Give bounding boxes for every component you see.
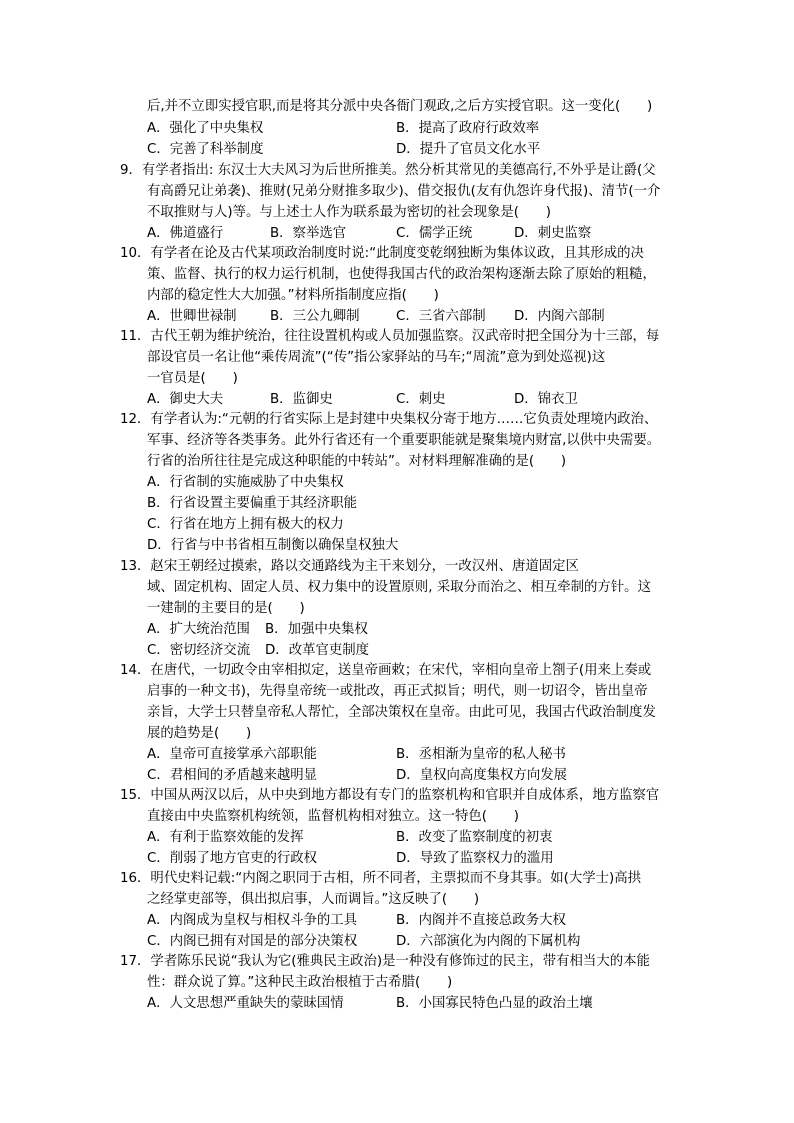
q13-stem-line-1: 13．赵宋王朝经过摸索，路以交通路线为主干来划分，一改汉州、唐道固定区 <box>120 559 579 574</box>
q11-stem-line-3: 一官员是( ) <box>147 371 238 386</box>
q17-stem-line-2: 性：群众说了算。”这种民主政治根植于古希腊( ) <box>147 975 453 990</box>
q9-option-a: A．佛道盛行 <box>147 226 224 241</box>
q8-option-d: D．提升了官员文化水平 <box>396 142 541 157</box>
q14-stem-line-1: 14．在唐代，一切政令由宰相拟定，送皇帝画敕；在宋代，宰相向皇帝上劄子(用来上奏或 <box>120 663 652 678</box>
q12-stem-line-3: 行省的治所往往是完成这种职能的中转站”。对材料理解准确的是( ) <box>147 454 567 469</box>
q12-option-c: C．行省在地方上拥有极大的权力 <box>147 517 344 532</box>
q10-stem-line-1: 10．有学者在论及古代某项政治制度时说:“此制度变乾纲独断为集体议政，且其形成的决 <box>120 246 644 261</box>
q10-option-c: C．三省六部制 <box>396 309 486 324</box>
q17-stem-line-1: 17．学者陈乐民说“我认为它(雅典民主政治)是一种没有修饰过的民主，带有相当大的本能 <box>120 954 650 969</box>
q14-stem-line-2: 启事的一种文书)，先得皇帝统一或批改，再正式拟旨；明代，则一切诏令，皆出皇帝 <box>147 684 648 699</box>
q10-option-b: B．三公九卿制 <box>270 309 360 324</box>
q16-stem-line-1: 16．明代史料记载:“内阁之职同于古相，所不同者，主票拟而不身其事。如(大学士)高拱 <box>120 871 641 886</box>
q14-option-d: D．皇权向高度集权方向发展 <box>396 768 567 783</box>
q12-option-a: A．行省制的实施威胁了中央集权 <box>147 475 344 490</box>
q10-stem-line-3: 内部的稳定性大大加强。”材料所指制度应指( ) <box>147 288 439 303</box>
q15-stem-line-2: 直接由中央监察机构统领，监督机构相对独立。这一特色( ) <box>147 809 519 824</box>
q9-option-c: C．儒学正统 <box>396 226 473 241</box>
q17-option-a: A．人文思想严重缺失的蒙昧国情 <box>147 996 344 1011</box>
q9-option-d: D．刺史监察 <box>514 226 592 241</box>
q15-option-d: D．导致了监察权力的滥用 <box>396 851 554 866</box>
q9-stem-line-2: 有高爵兄让弟袭)、推财(兄弟分财推多取少)、借交报仇(友有仇怨许身代报)、清节(一介 <box>147 184 661 199</box>
q10-option-d: D．内阁六部制 <box>514 309 605 324</box>
q8-stem-line-1: 后,并不立即实授官职,而是将其分派中央各衙门观政,之后方实授官职。这一变化( ) <box>147 99 653 114</box>
q15-option-b: B．改变了监察制度的初衷 <box>396 830 553 845</box>
q13-stem-line-2: 域、固定机构、固定人员、权力集中的设置原则, 采取分而治之、相互牵制的方针。这 <box>147 580 651 595</box>
q10-option-a: A．世卿世禄制 <box>147 309 237 324</box>
q14-option-c: C．君相间的矛盾越来越明显 <box>147 768 318 783</box>
q16-stem-line-2: 之经掌吏部等，俱出拟启事，人而调旨。”这反映了( ) <box>147 892 480 907</box>
q8-option-b: B．提高了政府行政效率 <box>396 121 540 136</box>
q12-option-d: D．行省与中书省相互制衡以确保皇权独大 <box>147 538 399 553</box>
q14-option-a: A．皇帝可直接掌承六部职能 <box>147 747 317 762</box>
q13-stem-line-3: 一建制的主要目的是( ) <box>147 601 305 616</box>
q11-option-b: B．监御史 <box>270 392 333 407</box>
q12-stem-line-2: 军事、经济等各类事务。此外行省还有一个重要职能就是聚集境内财富,以供中央需要。 <box>147 433 661 448</box>
q17-option-b: B．小国寡民特色凸显的政治土壤 <box>396 996 593 1011</box>
q11-stem-line-2: 部设官员一名让他“乘传周流”(“传”指公家驿站的马车;“周流”意为到处巡视)这 <box>147 350 606 365</box>
q13-option-c: C．密切经济交流 <box>147 643 251 658</box>
q16-option-b: B．内阁并不直接总政务大权 <box>396 913 566 928</box>
q16-option-c: C．内阁已拥有对国是的部分决策权 <box>147 934 358 949</box>
q11-option-c: C．刺史 <box>396 392 446 407</box>
q14-stem-line-3: 亲旨，大学士只替皇帝私人帮忙，全部决策权在皇帝。由此可见，我国古代政治制度发 <box>147 705 656 720</box>
q12-option-b: B．行省设置主要偏重于其经济职能 <box>147 496 358 511</box>
q14-stem-line-4: 展的趋势是( ) <box>147 726 252 741</box>
q9-stem-line-3: 不取推财与人)等。与上述士人作为联系最为密切的社会现象是( ) <box>147 205 551 220</box>
q13-option-a: A．扩大统治范围 <box>147 622 250 637</box>
q11-option-d: D．锦衣卫 <box>514 392 578 407</box>
q13-option-b: B．加强中央集权 <box>265 622 368 637</box>
q11-stem-line-1: 11．古代王朝为维护统治，往往设置机构或人员加强监察。汉武帝时把全国分为十三部，每 <box>120 329 660 344</box>
q14-option-b: B．丞相渐为皇帝的私人秘书 <box>396 747 566 762</box>
q10-stem-line-2: 策、监督、执行的权力运行机制，也使得我国古代的政治架构逐渐去除了原始的粗糙， <box>147 267 656 282</box>
q11-option-a: A．御史大夫 <box>147 392 224 407</box>
q16-option-a: A．内阁成为皇权与相权斗争的工具 <box>147 913 358 928</box>
q15-stem-line-1: 15．中国从两汉以后，从中央到地方都设有专门的监察机构和官职并自成体系，地方监察官 <box>120 788 660 803</box>
q9-stem-line-1: 9．有学者指出: 东汉士大夫风习为后世所推美。然分析其常见的美德高行,不外乎是让爵(父 <box>120 163 656 178</box>
q13-option-d: D．改革官吏制度 <box>265 643 370 658</box>
q12-stem-line-1: 12．有学者认为:“元朝的行省实际上是封建中央集权分寄于地方……它负责处理境内政治、 <box>120 412 658 427</box>
q15-option-c: C．削弱了地方官吏的行政权 <box>147 851 318 866</box>
q8-option-c: C．完善了科举制度 <box>147 142 264 157</box>
q9-option-b: B．察举选官 <box>270 226 347 241</box>
q8-option-a: A．强化了中央集权 <box>147 121 264 136</box>
q16-option-d: D．六部演化为内阁的下属机构 <box>396 934 581 949</box>
q15-option-a: A．有利于监察效能的发挥 <box>147 830 304 845</box>
